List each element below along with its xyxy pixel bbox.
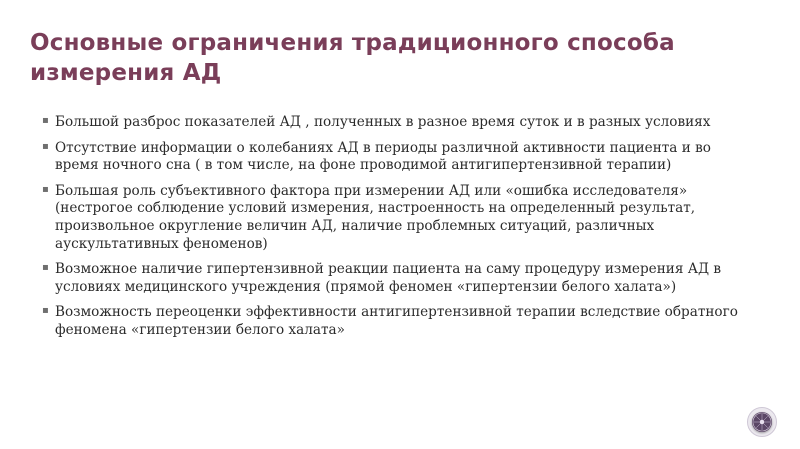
bullet-item [42, 304, 754, 339]
slide-nav-button[interactable] [747, 407, 777, 437]
bullet-list [42, 114, 754, 348]
bullet-item [42, 140, 754, 175]
bullet-item [42, 114, 754, 132]
bullet-text: Большой разброс показателей АД , полученных в разное время суток и в разных условиях [55, 114, 711, 130]
bullet-marker-icon: ▪ [42, 183, 49, 195]
bullet-marker-icon: ▪ [42, 262, 49, 274]
bullet-text: Отсутствие информации о колебаниях АД в периоды различной активности пациента и во время ночного сна ( в том числе, на фоне проводимой антигипертензивной терапии) [55, 139, 711, 174]
slide-title: Основные ограничения традиционного способа измерения АД [30, 30, 675, 86]
bullet-item [42, 183, 754, 253]
bullet-marker-icon: ▪ [42, 305, 49, 317]
bullet-text: Возможное наличие гипертензивной реакции пациента на саму процедуру измерения АД в условиях медицинского учреждения (прямой феномен «гипертензии белого халата») [55, 261, 722, 295]
decorative-circle-icon [752, 412, 772, 432]
bullet-marker-icon: ▪ [42, 115, 49, 126]
bullet-item [42, 261, 754, 296]
bullet-text: Возможность переоценки эффективности антигипертензивной терапии вследствие обратного феномена «гипертензии белого халата» [55, 304, 738, 338]
bullet-text: Большая роль субъективного фактора при измерении АД или «ошибка исследователя» (нестрогое соблюдение условий измерения, настроенность на определенный результат, произвольное округление величин АД, наличие проблемных ситуаций, различных аускультативных феноменов) [55, 182, 696, 252]
bullet-marker-icon: ▪ [42, 140, 49, 152]
